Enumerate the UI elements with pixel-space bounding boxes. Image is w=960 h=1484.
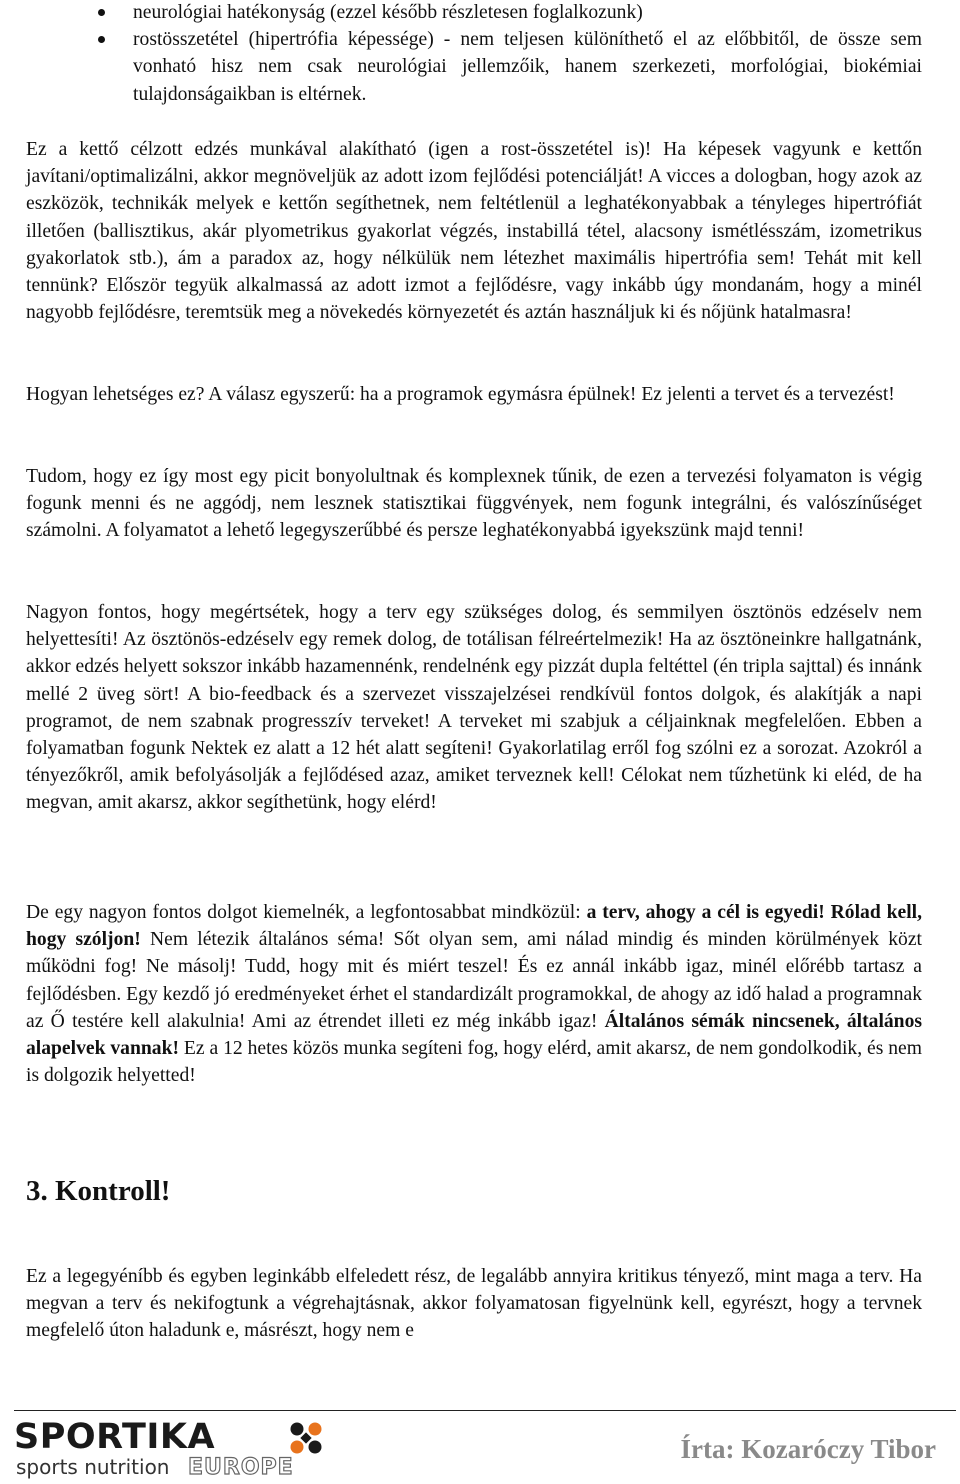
- paragraph-4: [26, 899, 922, 1089]
- logo-tagline: sports nutrition: [16, 1455, 170, 1479]
- sportika-logo: [14, 1418, 324, 1480]
- author-credit: Írta: Kozaróczy Tibor: [680, 1434, 936, 1464]
- logo-x-mark-icon: [288, 1420, 324, 1456]
- list-item: [26, 0, 922, 26]
- paragraph-4-text: De egy nagyon fontos dolgot kiemelnék, a legfontosabbat mindközül:: [26, 902, 587, 923]
- paragraph-4-text: Ez a 12 hetes közös munka segíteni fog, hogy elérd, amit akarsz, de nem gondolkodik, és nem is dolgozik helyetted!: [26, 1038, 922, 1087]
- list-item-text: rostösszetétel (hipertrófia képessége) - nem teljesen különíthető el az előbbitől, de össze sem vonható hisz nem csak neurológiai jellemzőik, hanem szerkezeti, morfológiai, biokémiai tulajdonságaikban is eltérnek.: [133, 29, 922, 105]
- logo-europe: EUROPE: [188, 1455, 294, 1480]
- section-heading: 3. Kontroll!: [26, 1175, 171, 1207]
- paragraph-2: Tudom, hogy ez így most egy picit bonyolultnak és komplexnek tűnik, de ezen a tervezési folyamaton is végig fogunk menni és ne aggódj, nem lesznek statisztikai függvények, nem fogunk integrálni, és valószínűséget számolni. A folyamatot a lehető legegyszerűbbé és persze leghatékonyabbá igyekszünk majd tenni!: [26, 466, 922, 542]
- footer-divider: [14, 1410, 956, 1411]
- emphasis-text: Általános sémák nincsenek, általános alapelvek vannak!: [26, 1010, 923, 1060]
- paragraph-5: Ez a legegyéníbb és egyben leginkább elfeledett rész, de legalább annyira kritikus tényező, mint maga a terv. Ha megvan a terv és nekifogtunk a végrehajtásnak, akkor folyamatosan figyelnünk kell, egyrészt, hogy a tervnek megfelelő úton haladunk e, másrészt, hogy nem e: [26, 1266, 922, 1342]
- list-item-text: neurológiai hatékonyság (ezzel később részletesen foglalkozunk): [133, 2, 643, 23]
- logo-wordmark: SPORTIKA: [14, 1417, 216, 1457]
- bullet-dot-icon: [98, 36, 105, 43]
- bullet-dot-icon: [98, 9, 105, 16]
- paragraph-3: Nagyon fontos, hogy megértsétek, hogy a terv egy szükséges dolog, és semmilyen ösztönös edzéselv nem helyettesíti! Az ösztönös-edzéselv egy remek dolog, de totálisan félreértelmezik! Ha az ösztöneinkre hallgatnánk, akkor edzés helyett sokszor inkább hazamennénk, rendelnénk egy pizzát dupla feltéttel (én tripla sajttal) és innánk mellé 2 üveg sört! A bio-feedback és a szervezet visszajelzései rendkívül fontos dolgok, és alakítják a napi programot, de nem szabnak progresszív terveket! A terveket mi szabjuk a céljainknak megfelelően. Ebben a folyamatban fogunk Nektek ez alatt a 12 hét alatt segíteni! Gyakorlatilag erről fog szólni ez a sorozat. Azokról a tényezőkről, amik befolyásolják a fejlődésed azaz, amiket terveznek kell! Célokat nem tűzhetünk ki eléd, de ha megvan, amit akarsz, akkor segíthetünk, hogy elérd!: [26, 602, 922, 814]
- paragraph-4-text: Nem létezik általános séma! Sőt olyan sem, ami nálad mindig és minden körülmények közt működni fog! Ne másolj! Tudd, hogy mit és miért teszel! És ez annál inkább igaz, minél előrébb tartasz a fejlődésben. Egy kezdő jó eredményeket érhet el standardizált programokkal, de ahogy az idő halad a programnak az Ő testére kell alakulnia! Ami az étrendet illeti ez még inkább igaz!: [26, 929, 922, 1032]
- emphasis-text: a terv, ahogy a cél is egyedi! Rólad kell, hogy szóljon!: [26, 902, 922, 951]
- paragraph-1b: Hogyan lehetséges ez? A válasz egyszerű: ha a programok egymásra épülnek! Ez jelenti a tervet és a tervezést!: [26, 384, 895, 405]
- paragraph-1: Ez a kettő célzott edzés munkával alakítható (igen a rost-összetétel is)! Ha képesek vagyunk e kettőn javítani/optimalizálni, akkor megnöveljük az adott izom fejlődési potenciálját! A vicces a dologban, hogy azok az eszközök, technikák melyek e kettőn segíthetnek, nem feltétlenül a leghatékonyabbak a tényleges hipertrófiát illetően (ballisztikus, akár plyometrikus gyakorlat végzés, instabillá tétel, alacsony ismétlésszám, izometrikus gyakorlatok stb.), ám a paradox az, hogy nélkülük nem létezhet maximális hipertrófia sem! Tehát mit kell tennünk? Először tegyük alkalmassá az adott izmot a fejlődésre, vagy inkább úgy mondanám, hogy a minél nagyobb fejlődésre, teremtsük meg a növekedés környezetét és aztán használjuk ki és nőjünk hatalmasra!: [26, 139, 922, 324]
- list-item: [26, 26, 922, 108]
- bullet-list: [26, 0, 922, 108]
